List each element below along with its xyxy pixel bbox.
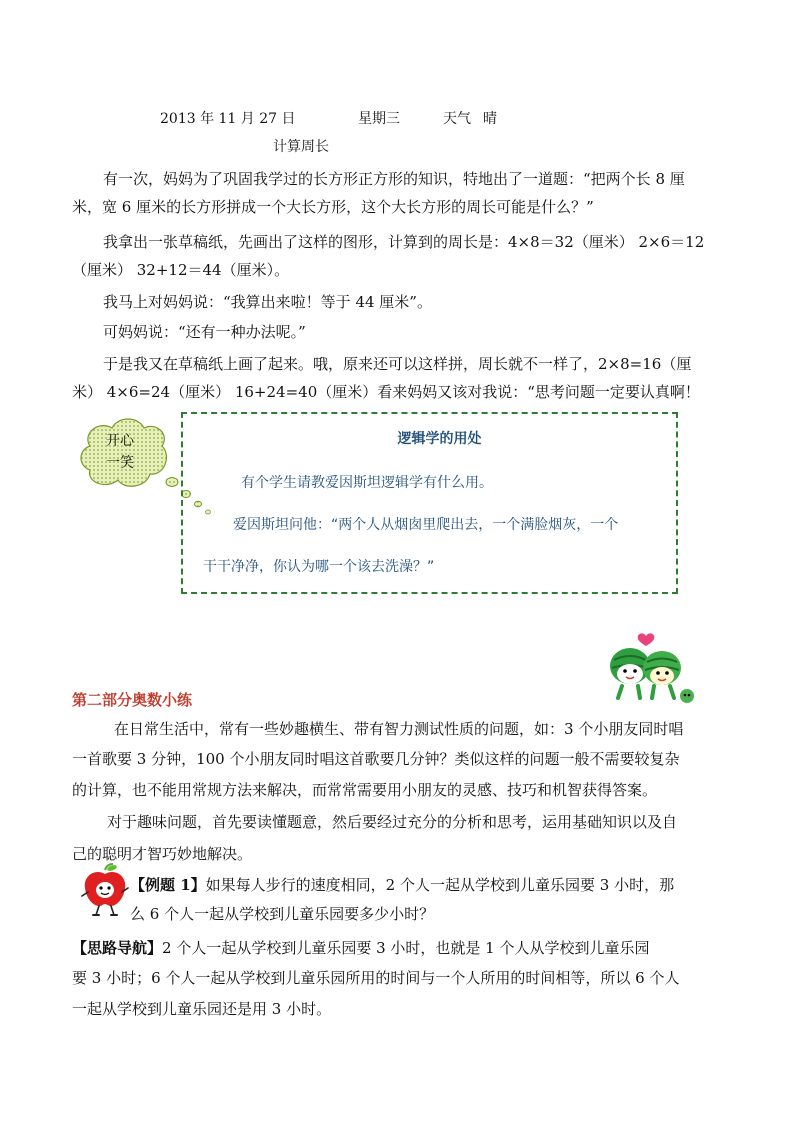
- guide-line-2: 要 3 小时；6 个人一起从学校到儿童乐园所用的时间与一个人所用的时间相等，所以 6 个人: [72, 969, 680, 987]
- cloud-line-1: 开心: [106, 433, 134, 449]
- story-p1-line2: 米，宽 6 厘米的长方形拼成一个大长方形，这个大长方形的周长可能是什么？”: [72, 198, 594, 216]
- joke-line-3: 干干净净，你认为哪一个该去洗澡？”: [203, 559, 435, 575]
- joke-box: [181, 412, 678, 594]
- date: 2013 年 11 月 27 日: [160, 111, 296, 127]
- weather-value: 晴: [483, 111, 497, 127]
- example-label: 【例题 1】: [130, 876, 206, 894]
- thought-cloud: [76, 416, 164, 488]
- apple-mascot-icon: [80, 862, 130, 918]
- watermelon-mascots-icon: [602, 630, 702, 710]
- example-line-2: 么 6 个人一起从学校到儿童乐园要多少小时？: [130, 905, 435, 923]
- cloud-line-2: 一笑: [106, 455, 134, 471]
- story-p2-line1: 我拿出一张草稿纸，先画出了这样的图形，计算到的周长是：4×8＝32（厘米） 2×6＝12: [103, 233, 705, 251]
- intro-line-1: 在日常生活中，常有一些妙趣横生、带有智力测试性质的问题，如：3 个小朋友同时唱: [114, 720, 684, 738]
- para2-line-1: 对于趣味问题，首先要读懂题意，然后要经过充分的分析和思考，运用基础知识以及自: [107, 813, 678, 831]
- joke-line-2: 爱因斯坦问他：“两个人从烟囱里爬出去，一个满脸烟灰，一个: [233, 517, 619, 533]
- intro-line-3: 的计算，也不能用常规方法来解决，而常常需要用小朋友的灵感、技巧和机智获得答案。: [72, 781, 658, 799]
- joke-line-1: 有个学生请教爱因斯坦逻辑学有什么用。: [241, 475, 493, 491]
- story-p1-line1: 有一次，妈妈为了巩固我学过的长方形正方形的知识，特地出了一道题：“把两个长 8 厘: [103, 170, 685, 188]
- guide-line-1: [72, 937, 650, 959]
- story-p5-line1: 于是我又在草稿纸上画了起来。哦，原来还可以这样拼，周长就不一样了，2×8=16（厘: [103, 355, 692, 373]
- weekday: 星期三: [358, 111, 400, 127]
- joke-title: 逻辑学的用处: [397, 431, 482, 447]
- story-title: 计算周长: [273, 139, 329, 155]
- guide-line-3: 一起从学校到儿童乐园还是用 3 小时。: [72, 1000, 332, 1018]
- guide-label: 【思路导航】: [72, 939, 163, 957]
- example-line-1: [130, 874, 674, 896]
- story-p2-line2: （厘米） 32+12＝44（厘米）。: [72, 261, 290, 279]
- intro-line-2: 一首歌要 3 分钟，100 个小朋友同时唱这首歌要几分钟？类似这样的问题一般不需要较复杂: [72, 750, 680, 768]
- guide-text-1: 2 个人一起从学校到儿童乐园要 3 小时，也就是 1 个人从学校到儿童乐园: [162, 939, 650, 957]
- para2-line-2: 己的聪明才智巧妙地解决。: [72, 845, 253, 863]
- weather-label: 天气: [443, 111, 471, 127]
- section-title: 第二部分奥数小练: [72, 691, 193, 709]
- story-p4: 可妈妈说：“还有一种办法呢。”: [103, 323, 306, 341]
- story-p5-line2: 米） 4×6=24（厘米） 16+24=40（厘米）看来妈妈又该对我说：“思考问题一定要认真啊！: [72, 383, 700, 401]
- example-text-1: 如果每人步行的速度相同，2 个人一起从学校到儿童乐园要 3 小时，那: [205, 876, 675, 894]
- story-p3: 我马上对妈妈说：“我算出来啦！等于 44 厘米”。: [103, 293, 432, 311]
